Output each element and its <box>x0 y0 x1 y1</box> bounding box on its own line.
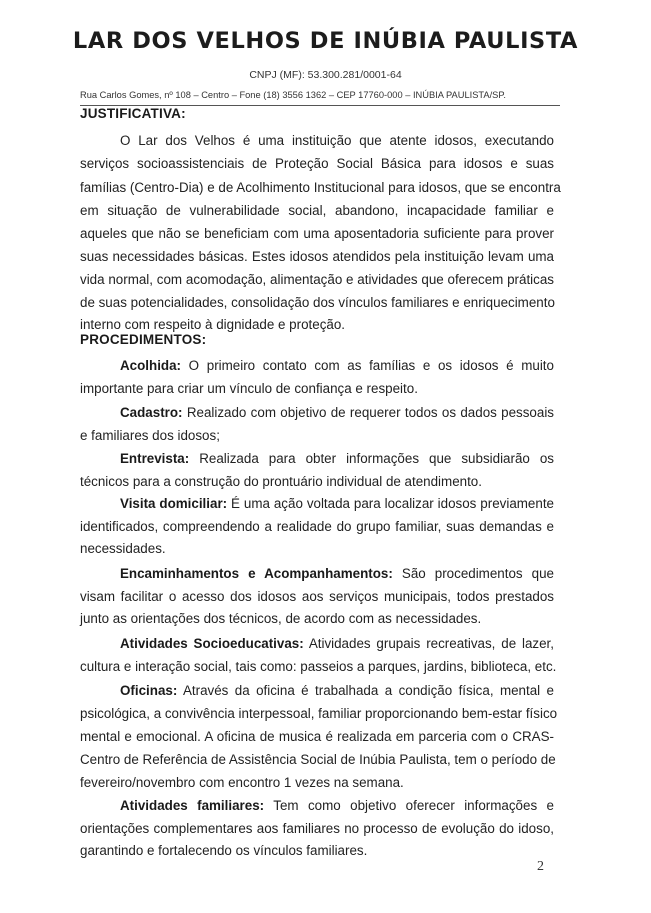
justificativa-line: O Lar dos Velhos é uma instituição que atente idosos, executando <box>120 133 554 148</box>
justificativa-line: serviços socioassistenciais de Proteção Social Básica para idosos e suas <box>80 156 554 171</box>
procedure-item-acolhida <box>120 358 554 374</box>
address-line: Rua Carlos Gomes, nº 108 – Centro – Fone (18) 3556 1362 – CEP 17760-000 – INÚBIA PAULISTA/SP. <box>80 90 506 100</box>
procedure-line: cultura e interação social, tais como: passeios a parques, jardins, biblioteca, etc. <box>80 659 557 674</box>
procedure-line: orientações complementares aos familiares no processo de evolução do idoso, <box>80 821 554 836</box>
procedure-term: Encaminhamentos e Acompanhamentos: <box>120 566 393 581</box>
procedure-line: fevereiro/novembro com encontro 1 vezes na semana. <box>80 775 404 790</box>
justificativa-line: famílias (Centro-Dia) e de Acolhimento Institucional para idosos, que se encontra <box>80 180 561 195</box>
procedure-line: e familiares dos idosos; <box>80 428 220 443</box>
procedure-item-cadastro <box>120 405 554 421</box>
procedure-text: Tem como objetivo oferecer informações e <box>273 798 554 813</box>
procedure-line: técnicos para a construção do prontuário individual de atendimento. <box>80 474 482 489</box>
justificativa-line: em situação de vulnerabilidade social, abandono, incapacidade familiar e <box>80 203 554 218</box>
procedure-item-visita-domiciliar <box>120 496 554 512</box>
procedure-item-entrevista <box>120 451 554 467</box>
procedure-text: São procedimentos que <box>401 566 554 581</box>
procedure-item-atividades-familiares <box>120 798 554 814</box>
procedure-item-encaminhamentos <box>120 566 554 582</box>
procedure-line: junto as orientações dos técnicos, de acordo com as necessidades. <box>80 611 482 626</box>
procedure-line: psicológica, a convivência interpessoal, familiar proporcionando bem-estar físico <box>80 706 558 721</box>
procedure-line: Centro de Referência de Assistência Social de Inúbia Paulista, tem o período de <box>80 752 556 767</box>
procedure-item-oficinas <box>120 683 554 699</box>
procedure-term: Atividades familiares: <box>120 798 265 813</box>
procedure-text: Através da oficina é trabalhada a condição física, mental e <box>182 683 554 698</box>
justificativa-heading: JUSTIFICATIVA: <box>80 106 186 121</box>
justificativa-line: aqueles que não se beneficiam com uma aposentadoria suficiente para prover <box>80 226 554 241</box>
procedure-line: mental e emocional. A oficina de musica é realizada em parceria com o CRAS- <box>80 729 554 744</box>
page-number: 2 <box>537 859 544 874</box>
cnpj-line: CNPJ (MF): 53.300.281/0001-64 <box>249 69 402 81</box>
procedure-text: Realizado com objetivo de requerer todos os dados pessoais <box>186 405 554 420</box>
justificativa-line: vida normal, com acomodação, alimentação e atividades que oferecem práticas <box>80 272 554 287</box>
justificativa-line: interno com respeito à dignidade e proteção. <box>80 317 346 332</box>
procedure-line: visam facilitar o acesso dos idosos aos serviços municipais, todos prestados <box>80 589 554 604</box>
procedure-term: Oficinas: <box>120 683 178 698</box>
procedure-term: Atividades Socioeducativas: <box>120 636 304 651</box>
procedure-term: Entrevista: <box>120 451 190 466</box>
procedure-text: Realizada para obter informações que subsidiarão os <box>199 451 554 466</box>
institution-title: LAR DOS VELHOS DE INÚBIA PAULISTA <box>72 28 579 54</box>
procedure-line: necessidades. <box>80 541 166 556</box>
procedure-line: garantindo e fortalecendo os vínculos familiares. <box>80 843 368 858</box>
procedure-line: importante para criar um vínculo de confiança e respeito. <box>80 381 418 396</box>
procedure-text: É uma ação voltada para localizar idosos previamente <box>231 496 554 511</box>
justificativa-line: de suas potencialidades, consolidação dos vínculos familiares e enriquecimento <box>80 295 555 310</box>
procedimentos-heading: PROCEDIMENTOS: <box>80 332 207 347</box>
procedure-text: Atividades grupais recreativas, de lazer, <box>308 636 554 651</box>
procedure-term: Acolhida: <box>120 358 182 373</box>
procedure-term: Cadastro: <box>120 405 183 420</box>
procedure-line: identificados, compreendendo a realidade do grupo familiar, suas demandas e <box>80 519 554 534</box>
procedure-item-atividades-socioeducativas <box>120 636 554 652</box>
procedure-term: Visita domiciliar: <box>120 496 228 511</box>
justificativa-line: suas necessidades básicas. Estes idosos atendidos pela instituição levam uma <box>80 249 554 264</box>
procedure-text: O primeiro contato com as famílias e os idosos é muito <box>188 358 554 373</box>
